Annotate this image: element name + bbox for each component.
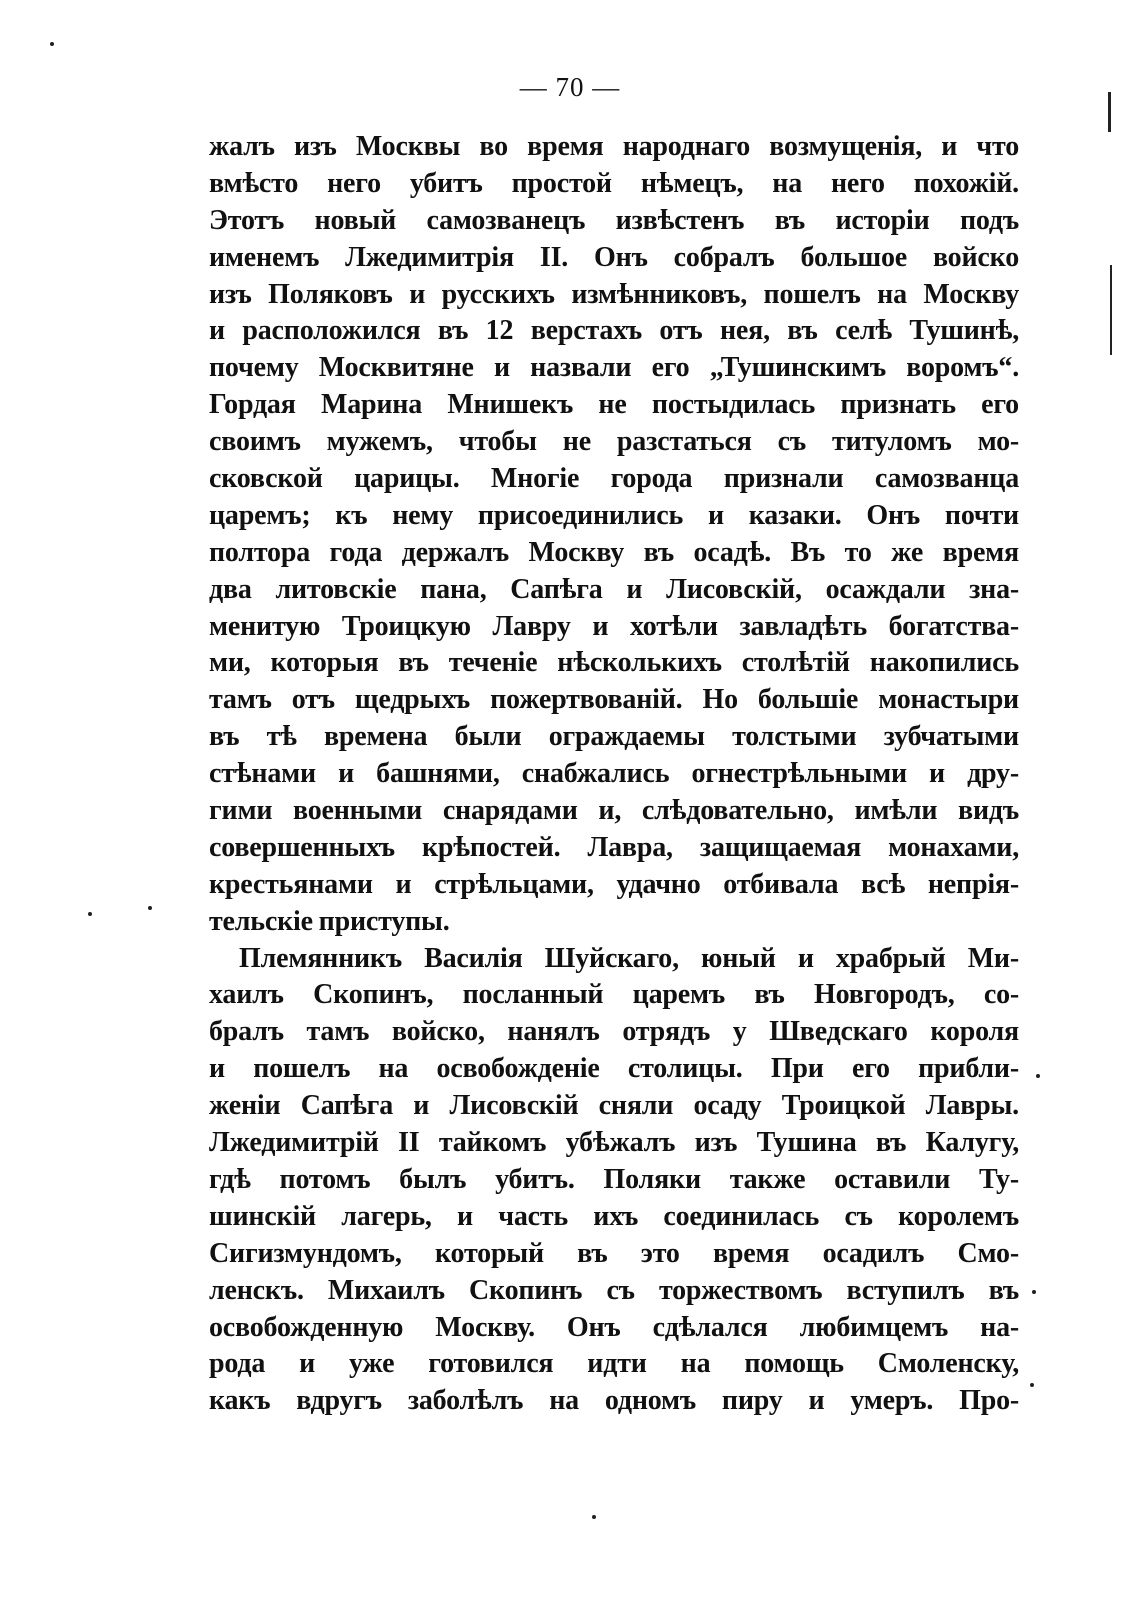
text-line: въ тѣ времена были ограждаемы толстыми зубчатыми (209, 721, 1019, 753)
scan-speck (50, 42, 54, 46)
text-line: совершенныхъ крѣпостей. Лавра, защищаемая монахами, (209, 831, 1019, 863)
text-line: Племянникъ Василія Шуйскаго, юный и храбрый Ми- (239, 942, 1019, 974)
text-line: шинскій лагерь, и часть ихъ соединилась съ королемъ (209, 1200, 1019, 1232)
text-line: Этотъ новый самозванецъ извѣстенъ въ исторіи подъ (209, 204, 1019, 236)
text-line: ми, которыя въ теченіе нѣсколькихъ столѣтій накопились (209, 647, 1019, 679)
text-line: рода и уже готовился идти на помощь Смоленску, (209, 1348, 1019, 1380)
text-line: своимъ мужемъ, чтобы не разстаться съ титуломъ мо- (209, 426, 1019, 458)
text-line: гими военными снарядами и, слѣдовательно, имѣли видъ (209, 795, 1019, 827)
scan-speck (592, 1515, 596, 1519)
scan-speck (1036, 1074, 1040, 1078)
text-line: два литовскіе пана, Сапѣга и Лисовскій, осаждали зна- (209, 573, 1019, 605)
scan-speck (1030, 1383, 1034, 1387)
text-line: царемъ; къ нему присоединились и казаки. Онъ почти (209, 499, 1019, 531)
text-line: Сигизмундомъ, который въ это время осадилъ Смо- (209, 1237, 1019, 1269)
body-text (209, 129, 1019, 1420)
paragraph-1 (209, 129, 1019, 941)
text-line: женіи Сапѣга и Лисовскій сняли осаду Троицкой Лавры. (209, 1090, 1019, 1122)
text-line: именемъ Лжедимитрія II. Онъ собралъ большое войско (209, 241, 1019, 273)
text-line: почему Москвитяне и назвали его „Тушинскимъ воромъ“. (209, 352, 1019, 384)
scan-speck (88, 912, 92, 916)
text-line: гдѣ потомъ былъ убитъ. Поляки также оставили Ту- (209, 1163, 1019, 1195)
text-line: изъ Поляковъ и русскихъ измѣнниковъ, пошелъ на Москву (209, 278, 1019, 310)
text-line: освобожденную Москву. Онъ сдѣлался любимцемъ на- (209, 1311, 1019, 1343)
paragraph-2 (209, 941, 1019, 1421)
text-line: ленскъ. Михаилъ Скопинъ съ торжествомъ вступилъ въ (209, 1274, 1019, 1306)
binding-edge-mark (1110, 265, 1112, 355)
scan-speck (148, 906, 152, 910)
text-line: Лжедимитрій II тайкомъ убѣжалъ изъ Тушина въ Калугу, (209, 1127, 1019, 1159)
text-line: и пошелъ на освобожденіе столицы. При его прибли- (209, 1053, 1019, 1085)
page-number: — 70 — (519, 72, 621, 102)
text-line: тельскіе приступы. (209, 905, 450, 937)
text-line: жалъ изъ Москвы во время народнаго возмущенія, и что (209, 131, 1019, 162)
text-line: тамъ отъ щедрыхъ пожертвованій. Но большіе монастыри (209, 684, 1019, 716)
text-line: крестьянами и стрѣльцами, удачно отбивала всѣ непрія- (209, 868, 1019, 900)
text-line: вмѣсто него убитъ простой нѣмецъ, на него похожій. (209, 167, 1019, 199)
text-line: стѣнами и башнями, снабжались огнестрѣльными и дру- (209, 758, 1019, 790)
text-line: сковской царицы. Многіе города признали самозванца (209, 463, 1019, 495)
text-line: менитую Троицкую Лавру и хотѣли завладѣть богатства- (209, 610, 1019, 642)
text-line: хаилъ Скопинъ, посланный царемъ въ Новгородъ, со- (209, 979, 1019, 1011)
text-line: бралъ тамъ войско, нанялъ отрядъ у Шведскаго короля (209, 1016, 1019, 1048)
text-line: какъ вдругъ заболѣлъ на одномъ пиру и умеръ. Про- (209, 1385, 1019, 1417)
text-line: Гордая Марина Мнишекъ не постыдилась признать его (209, 389, 1019, 421)
text-line: и расположился въ 12 верстахъ отъ нея, въ селѣ Тушинѣ, (209, 315, 1019, 347)
scan-speck (1032, 1290, 1036, 1294)
text-line: полтора года держалъ Москву въ осадѣ. Въ то же время (209, 536, 1019, 568)
